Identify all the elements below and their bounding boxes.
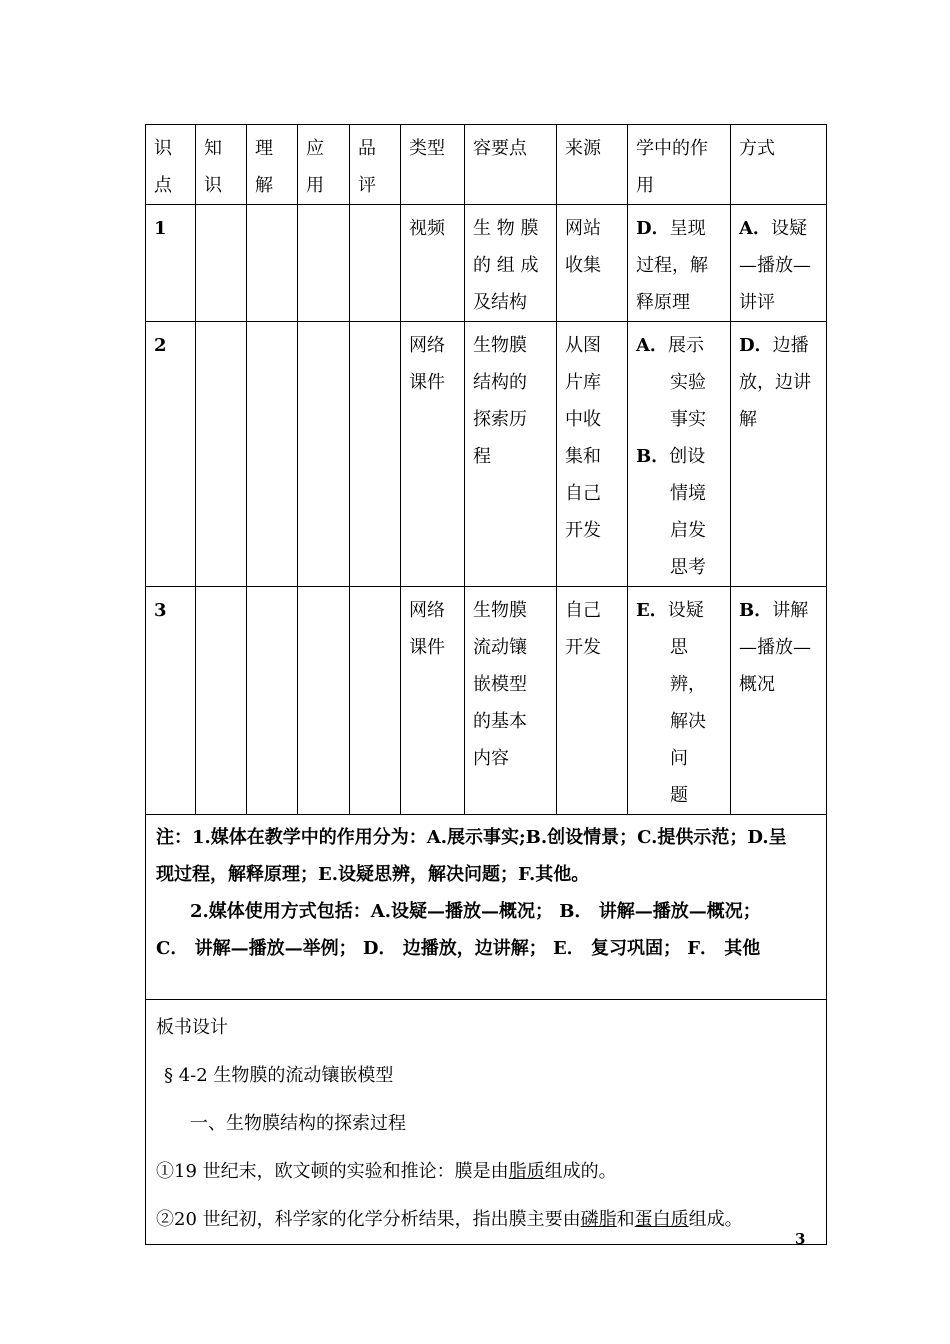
source-line: 片库 — [565, 372, 601, 393]
cell-type — [401, 205, 465, 322]
header-text: 理 — [255, 138, 273, 159]
source-line: 中收 — [565, 409, 601, 430]
option-letter: B． — [636, 446, 670, 467]
role-line — [636, 512, 722, 549]
content-line: 嵌模型 — [473, 674, 527, 695]
option-text: 题 — [670, 785, 688, 806]
cell-method — [731, 322, 827, 587]
item1-text: ①19 世纪末，欧文顿的实验和推论：膜是由 — [156, 1161, 509, 1182]
option-text: —播放— — [739, 637, 811, 658]
source-line: 收集 — [565, 255, 601, 276]
option-text: 事实 — [670, 409, 706, 430]
row-number — [146, 205, 196, 322]
empty-cell — [196, 587, 247, 815]
cell-role — [628, 587, 731, 815]
row-number — [146, 322, 196, 587]
content-line: 探索历 — [473, 409, 527, 430]
content-line: 程 — [473, 446, 491, 467]
option-text: 放，边讲 — [739, 372, 811, 393]
item1-end: 组成的。 — [544, 1161, 617, 1182]
note-line1: 注：1.媒体在教学中的作用分为：A.展示事实;B.创设情景；C.提供示范；D.呈 — [156, 827, 787, 848]
row-number — [146, 587, 196, 815]
option-text: 讲评 — [739, 292, 775, 313]
cell-type — [401, 322, 465, 587]
cell-role — [628, 205, 731, 322]
header-text: 识 — [204, 175, 222, 196]
content-line: 内容 — [473, 748, 509, 769]
source-line: 网站 — [565, 218, 601, 239]
method-line — [739, 629, 818, 666]
header-cell — [247, 125, 298, 205]
role-line — [636, 247, 722, 284]
row-number-text: 3 — [154, 600, 167, 621]
cell-type — [401, 587, 465, 815]
option-text: 概况 — [739, 674, 775, 695]
source-line: 从图 — [565, 335, 601, 356]
option-letter: D． — [739, 335, 773, 356]
board-item-2 — [156, 1196, 816, 1244]
cell-content — [465, 322, 557, 587]
empty-cell — [196, 322, 247, 587]
role-line — [636, 777, 722, 814]
item2-mid: 和 — [616, 1209, 635, 1230]
cell-role — [628, 322, 731, 587]
empty-cell — [298, 205, 350, 322]
option-letter: B． — [739, 600, 773, 621]
option-text: 思考 — [670, 557, 706, 578]
item1-underlined: 脂质 — [508, 1161, 545, 1182]
note-line4: C． 讲解—播放—举例； D． 边播放，边讲解； E． 复习巩固； F． 其他 — [156, 938, 761, 959]
header-text: 评 — [358, 175, 376, 196]
empty-cell — [196, 205, 247, 322]
board-row — [146, 1000, 827, 1245]
item2-end: 组成。 — [688, 1209, 743, 1230]
role-line — [636, 401, 722, 438]
header-text: 学中的作 — [636, 138, 708, 159]
method-line — [739, 364, 818, 401]
empty-cell — [298, 322, 350, 587]
role-line — [636, 327, 722, 364]
content-line: 结构的 — [473, 372, 527, 393]
option-letter: D． — [636, 218, 670, 239]
item2-text: ②20 世纪初，科学家的化学分析结果，指出膜主要由 — [156, 1209, 581, 1230]
option-letter: A． — [636, 335, 668, 356]
role-line — [636, 364, 722, 401]
table-row — [146, 205, 827, 322]
option-text: 实验 — [670, 372, 706, 393]
source-line: 开发 — [565, 520, 601, 541]
source-line: 集和 — [565, 446, 601, 467]
source-line: 自己 — [565, 483, 601, 504]
table-row — [146, 587, 827, 815]
header-text: 解 — [255, 175, 273, 196]
method-line — [739, 284, 818, 321]
role-line — [636, 210, 722, 247]
method-line — [739, 592, 818, 629]
header-row — [146, 125, 827, 205]
option-text: 呈现 — [669, 218, 706, 239]
option-text: 展示 — [667, 335, 704, 356]
header-cell — [401, 125, 465, 205]
cell-content — [465, 205, 557, 322]
option-text: 情境 — [670, 483, 706, 504]
header-text: 点 — [154, 175, 172, 196]
option-text: 设疑 — [667, 600, 704, 621]
header-cell — [146, 125, 196, 205]
option-text: 设疑 — [770, 218, 807, 239]
header-text: 用 — [306, 175, 324, 196]
option-text: 解决问 — [670, 711, 706, 769]
content-line: 的 组 成 — [473, 255, 539, 276]
empty-cell — [350, 322, 401, 587]
row-number-text: 1 — [154, 218, 167, 239]
table-row — [146, 322, 827, 587]
type-line: 视频 — [409, 218, 445, 239]
role-line — [636, 703, 722, 777]
option-text: —播放— — [739, 255, 811, 276]
option-text: 解 — [739, 409, 757, 430]
board-section: § 4-2 生物膜的流动镶嵌模型 — [164, 1065, 394, 1086]
cell-source — [557, 205, 628, 322]
cell-source — [557, 322, 628, 587]
source-line: 自己 — [565, 600, 601, 621]
notes-row — [146, 815, 827, 1000]
cell-method — [731, 587, 827, 815]
method-line — [739, 210, 818, 247]
header-cell — [298, 125, 350, 205]
option-letter: A． — [739, 218, 771, 239]
cell-source — [557, 587, 628, 815]
option-text: 思辨， — [670, 637, 706, 695]
empty-cell — [350, 205, 401, 322]
method-line — [739, 327, 818, 364]
empty-cell — [350, 587, 401, 815]
empty-cell — [247, 587, 298, 815]
method-line — [739, 666, 818, 703]
option-text: 释原理 — [636, 292, 690, 313]
method-line — [739, 401, 818, 438]
item2-underlined-2: 蛋白质 — [634, 1209, 689, 1230]
role-line — [636, 592, 722, 629]
header-text: 品 — [358, 138, 376, 159]
header-text: 方式 — [739, 138, 775, 159]
option-text: 边播 — [772, 335, 809, 356]
header-cell — [731, 125, 827, 205]
note-line2: 现过程，解释原理；E.设疑思辨，解决问题；F.其他。 — [156, 864, 590, 885]
option-text: 过程，解 — [636, 255, 708, 276]
note-line3: 2.媒体使用方式包括：A.设疑—播放—概况； B． 讲解—播放—概况； — [190, 901, 761, 922]
method-line — [739, 247, 818, 284]
empty-cell — [247, 205, 298, 322]
option-letter: E． — [636, 600, 668, 621]
role-line — [636, 475, 722, 512]
role-line — [636, 284, 722, 321]
header-text: 来源 — [565, 138, 601, 159]
empty-cell — [247, 322, 298, 587]
type-line: 网络 — [409, 600, 445, 621]
header-text: 容要点 — [473, 138, 527, 159]
content-line: 及结构 — [473, 292, 527, 313]
item2-underlined-1: 磷脂 — [580, 1209, 617, 1230]
content-line: 生物膜 — [473, 335, 527, 356]
header-text: 知 — [204, 138, 222, 159]
role-line — [636, 629, 722, 703]
header-text: 应 — [306, 138, 324, 159]
option-text: 讲解 — [772, 600, 809, 621]
source-line: 开发 — [565, 637, 601, 658]
header-cell — [465, 125, 557, 205]
board-heading: 一、生物膜结构的探索过程 — [190, 1113, 406, 1134]
content-line: 生 物 膜 — [473, 218, 539, 239]
cell-method — [731, 205, 827, 322]
header-cell — [557, 125, 628, 205]
row-number-text: 2 — [154, 335, 167, 356]
type-line: 课件 — [409, 372, 445, 393]
media-table — [145, 124, 827, 1245]
board-item-1 — [156, 1148, 816, 1196]
notes-cell — [146, 815, 827, 1000]
option-text: 启发 — [670, 520, 706, 541]
content-line: 流动镶 — [473, 637, 527, 658]
header-text: 用 — [636, 175, 654, 196]
role-line — [636, 549, 722, 586]
header-text: 识 — [154, 138, 172, 159]
board-cell — [146, 1000, 827, 1245]
option-text: 创设 — [669, 446, 706, 467]
board-title: 板书设计 — [156, 1017, 228, 1038]
content-line: 的基本 — [473, 711, 527, 732]
page-number: 3 — [795, 1230, 806, 1248]
cell-content — [465, 587, 557, 815]
header-cell — [350, 125, 401, 205]
header-cell — [196, 125, 247, 205]
header-cell — [628, 125, 731, 205]
type-line: 课件 — [409, 637, 445, 658]
empty-cell — [298, 587, 350, 815]
content-line: 生物膜 — [473, 600, 527, 621]
type-line: 网络 — [409, 335, 445, 356]
header-text: 类型 — [409, 138, 445, 159]
role-line — [636, 438, 722, 475]
